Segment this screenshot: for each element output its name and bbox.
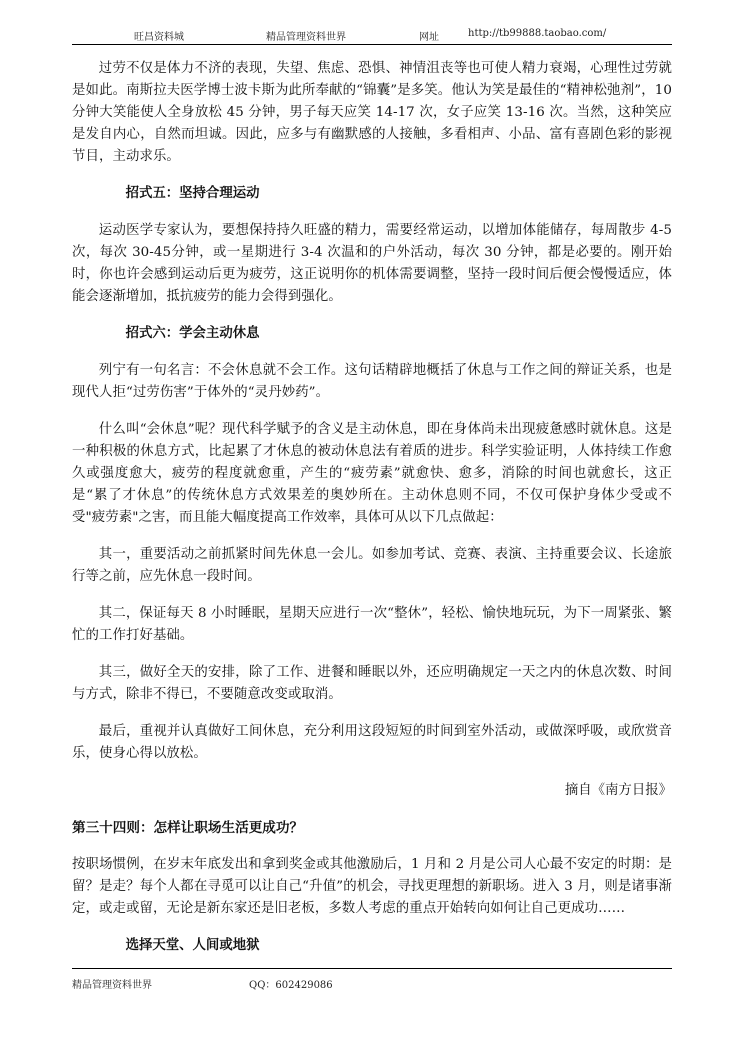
paragraph: 列宁有一句名言：不会休息就不会工作。这句话精辟地概括了休息与工作之间的辩证关系，也是现代人拒“过劳伤害”于体外的“灵丹妙药”。 [72, 363, 672, 400]
paragraph: 过劳不仅是体力不济的表现，失望、焦虑、恐惧、神情沮丧等也可使人精力衰竭，心理性过劳就是如此。南斯拉夫医学博士波卡斯为此所奉献的“锦囊”是多笑。他认为笑是最佳的“精神松弛剂”，10 分钟大笑能使人全身放松 45 分钟，男子每天应笑 14-17 次，女子应笑 13-16 次。当然，这种笑应是发自内心，自然而坦诚。因此，应多与有幽默感的人接触，多看相声、小品、富有喜剧色彩的影视节目，主动求乐。 [72, 61, 672, 164]
paragraph: 其一，重要活动之前抓紧时间先休息一会儿。如参加考试、竞赛、表演、主持重要会议、长途旅行等之前，应先休息一段时间。 [72, 547, 672, 584]
header-shop-name: 旺昌资料城 [134, 32, 184, 43]
header-site-name: 精品管理资料世界 [266, 32, 346, 43]
page-header [72, 22, 672, 45]
section-heading: 招式五：坚持合理运动 [125, 186, 260, 201]
paragraph: 运动医学专家认为，要想保持持久旺盛的精力，需要经常运动，以增加体能储存，每周散步 4-5 次，每次 30-45分钟，或一星期进行 3-4 次温和的户外活动，每次 30 分钟，都是必要的。刚开始时，你也许会感到运动后更为疲劳，这正说明你的机体需要调整，坚持一段时间后便会慢慢适应，体能会逐渐增加，抵抗疲劳的能力会得到强化。 [72, 223, 672, 304]
paragraph: 其三，做好全天的安排，除了工作、进餐和睡眠以外，还应明确规定一天之内的休息次数、时间与方式，除非不得已，不要随意改变或取消。 [72, 665, 672, 702]
header-url-label: 网址 [419, 32, 439, 43]
page-footer [72, 968, 672, 995]
source-attribution: 摘自《南方日报》 [564, 783, 672, 798]
section-heading: 招式六：学会主动休息 [125, 326, 260, 341]
header-url: http://tb99888.taobao.com/ [468, 28, 607, 39]
section-heading: 选择天堂、人间或地狱 [125, 938, 260, 953]
document-body [72, 58, 672, 972]
paragraph: 其二，保证每天 8 小时睡眠，星期天应进行一次“整休”，轻松、愉快地玩玩，为下一周紧张、繁忙的工作打好基础。 [72, 606, 672, 643]
paragraph: 最后，重视并认真做好工间休息，充分利用这段短短的时间到室外活动，或做深呼吸，或欣赏音乐，使身心得以放松。 [72, 724, 672, 761]
footer-qq: QQ：602429086 [249, 980, 333, 991]
footer-site-name: 精品管理资料世界 [72, 980, 152, 991]
chapter-heading: 第三十四则：怎样让职场生活更成功？ [72, 820, 304, 836]
paragraph: 什么叫“会休息”呢？现代科学赋予的含义是主动休息，即在身体尚未出现疲惫感时就休息。这是一种积极的休息方式，比起累了才休息的被动休息法有着质的进步。科学实验证明，人体持续工作愈久或强度愈大，疲劳的程度就愈重，产生的“疲劳素”就愈快、愈多，消除的时间也就愈长，这正是“累了才休息”的传统休息方式效果差的奥妙所在。主动休息则不同，不仅可保护身体少受或不受"疲劳素"之害，而且能大幅度提高工作效率，具体可从以下几点做起： [72, 422, 672, 525]
paragraph: 按职场惯例，在岁末年底发出和拿到奖金或其他激励后，1 月和 2 月是公司人心最不安定的时期：是留？是走？每个人都在寻觅可以让自己“升值”的机会，寻找更理想的新职场。进入 3 月，则是诸事渐定，或走或留，无论是新东家还是旧老板，多数人考虑的重点开始转向如何让自己更成功…… [72, 857, 672, 916]
